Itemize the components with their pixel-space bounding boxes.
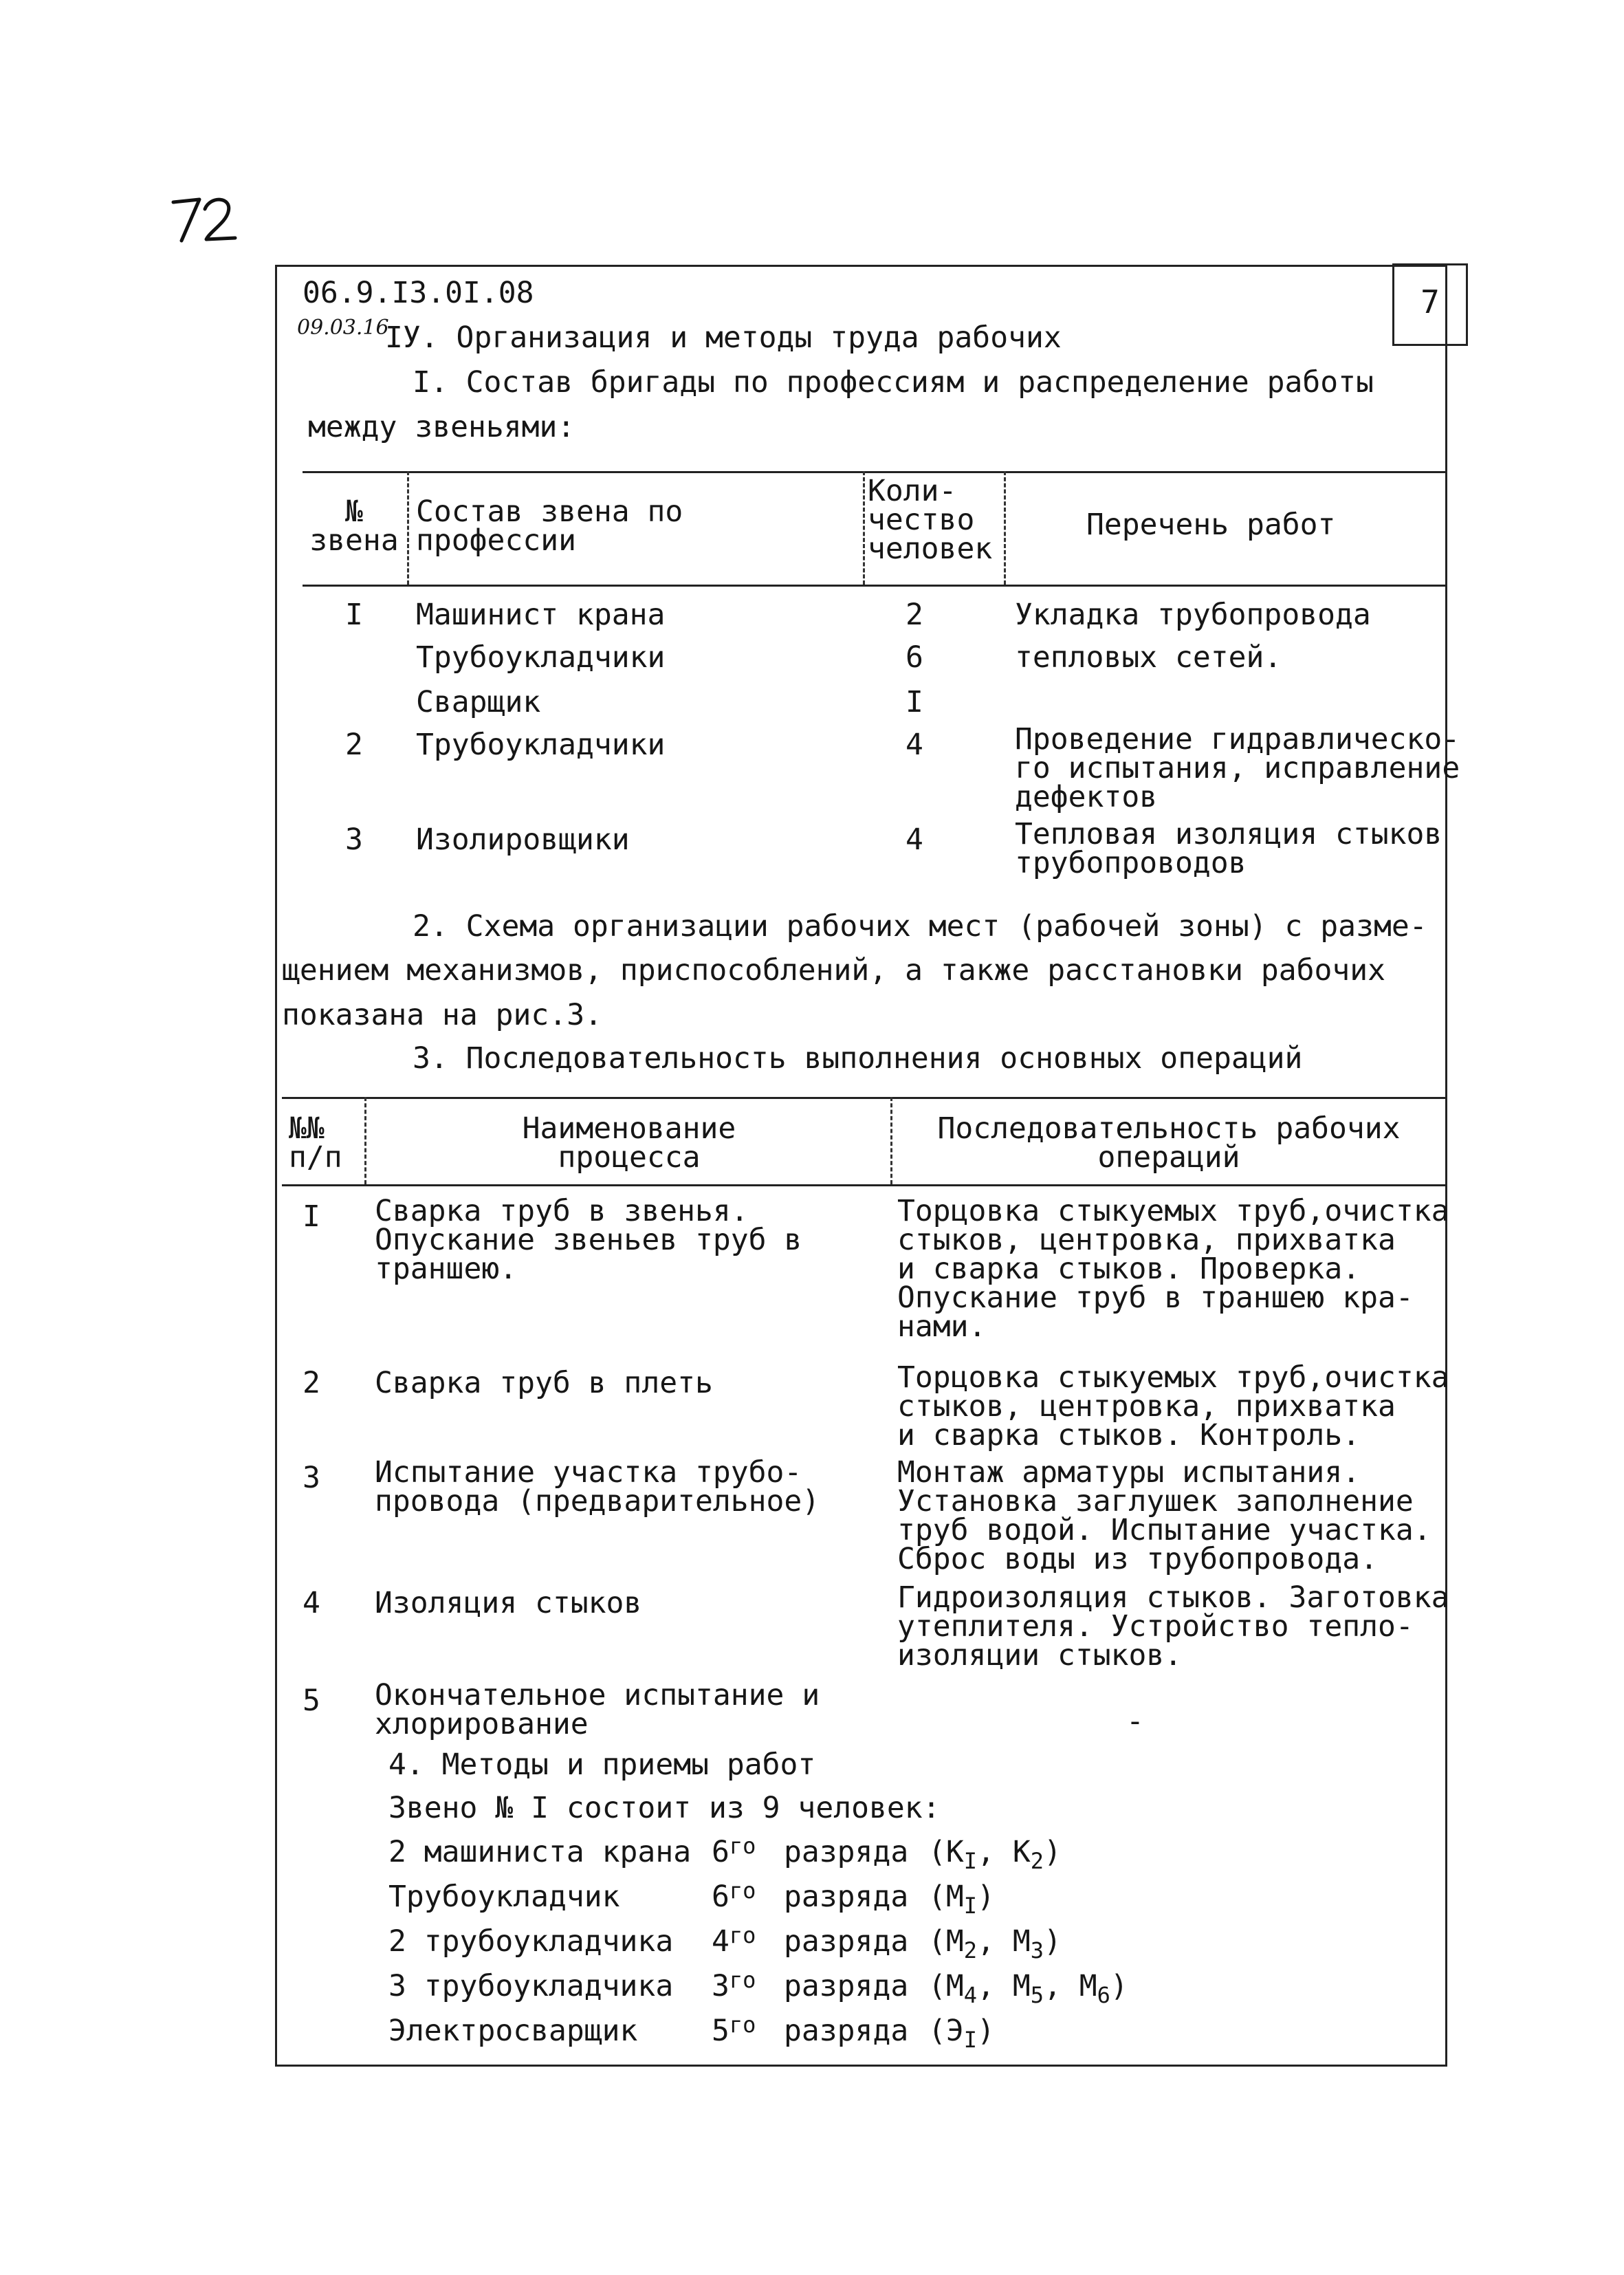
crew-grade-word: разряда [784,1880,909,1914]
grade-number: 4 [712,1924,729,1959]
id-sep: , М [1043,1969,1097,2003]
section-title: IУ. Организация и методы труда рабочих [385,320,1062,355]
table2-cell-process: Сварка труб в плеть [375,1366,713,1400]
table1-cell-work: Проведение гидравлическо- го испытания, исправление дефектов [1015,722,1460,814]
table2-cell-process: Испытание участка трубо- провода (предварительное) [375,1455,820,1519]
table2-cell-num: I [303,1199,320,1234]
id-sep: , М [977,1924,1031,1959]
id-sub: 5 [1030,1982,1044,2008]
table2-cell-ops: Торцовка стыкуемых труб,очистка стыков, центровка, прихватка и сварка стыков. Контроль. [897,1360,1449,1452]
crew-grade-word: разряда [784,1969,909,2003]
table1-cell-work: Тепловая изоляция стыков трубопроводов [1015,817,1442,880]
id-sub: 4 [963,1982,978,2008]
table1-cell-role: Машинист крана [416,598,666,632]
grade-number: 5 [712,2014,729,2048]
table1-cell-work: тепловых сетей. [1015,640,1282,675]
id-sub: 3 [1030,1937,1044,1963]
table2-col-divider [364,1097,366,1184]
table2-header-rule [282,1184,1447,1186]
crew-grade-word: разряда [784,2014,909,2048]
table1-cell-count: 4 [906,823,923,857]
table1-col-divider [407,471,409,585]
id-sub: I [963,1848,978,1874]
table2-cell-num: 5 [303,1684,320,1718]
crew-ids [928,2016,995,2051]
table1-cell-num: 3 [345,823,363,857]
crew-role: Трубоукладчик [388,1880,620,1914]
table1-header-work: Перечень работ [1086,508,1336,542]
item3-heading: 3. Последовательность выполнения основных операций [413,1041,1303,1076]
crew-grade-word: разряда [784,1924,909,1959]
crew-role: 2 трубоукладчика [388,1924,674,1959]
id-sub: I [963,1893,978,1919]
table2-cell-ops: Монтаж арматуры испытания. Установка заглушек заполнение труб водой. Испытание участка. Сброс воды из трубопровода. [897,1455,1431,1576]
table2-cell-process: Сварка труб в звенья. Опускание звеньев труб в траншею. [375,1194,802,1286]
table2-cell-process: Изоляция стыков [375,1586,642,1620]
grade-suffix: го [729,1833,756,1859]
id-sub: 2 [1030,1848,1044,1874]
item2-line: 2. Схема организации рабочих мест (рабочей зоны) с разме- [413,909,1427,944]
id-sub: I [963,2027,978,2053]
crew-role: Электросварщик [388,2014,638,2048]
crew-ids [928,1924,1062,1963]
id-sep: , К [977,1835,1031,1869]
table1-col-divider [1004,471,1006,585]
table2-cell-ops: Торцовка стыкуемых труб,очистка стыков, центровка, прихватка и сварка стыков. Проверка. Опускание труб в траншею кра- нами. [897,1194,1449,1344]
table2-cell-process: Окончательное испытание и хлорирование [375,1678,820,1741]
table1-cell-count: I [906,685,923,719]
id-sub: 6 [1097,1982,1110,2008]
item1-heading-line1: I. Состав бригады по профессиям и распределение работы [413,365,1374,400]
grade-number: 3 [712,1969,729,2003]
table1-cell-role: Сварщик [416,685,541,719]
grade-suffix: го [729,1967,756,1993]
sheet-number-box [1392,263,1468,346]
item2-line: показана на рис.3. [282,998,602,1032]
table1-cell-role: Изолировщики [416,823,630,857]
id-close: ) [977,2014,995,2048]
id-open: (М [928,1924,964,1959]
grade-suffix: го [729,2012,756,2038]
table1-cell-role: Трубоукладчики [416,728,666,762]
sheet-number: 7 [1420,283,1440,320]
table1-cell-count: 2 [906,598,923,632]
item1-heading-line2: между звеньями: [308,410,575,444]
table1-col-divider [863,471,865,585]
id-close: ) [1043,1835,1062,1869]
crew-grade [712,1922,756,1959]
crew-grade [712,1833,756,1869]
table2-cell-ops: Гидроизоляция стыков. Заготовка утеплителя. Устройство тепло- изоляции стыков. [897,1580,1449,1673]
table2-header-process: Наименование процесса [522,1111,736,1175]
crew-role: 2 машиниста крана [388,1835,692,1869]
table2-header-ops: Последовательность рабочих операций [937,1111,1401,1175]
table1-header-num: № звена [309,494,399,558]
table2-top-rule [282,1097,1447,1099]
table1-cell-work: Укладка трубопровода [1015,598,1371,632]
grade-suffix: го [729,1922,756,1948]
handwritten-date: 09.03.16 [297,316,389,340]
grade-number: 6 [712,1835,729,1869]
id-close: ) [1110,1969,1128,2003]
crew-ids [928,1969,1128,2008]
id-open: (К [928,1835,964,1869]
id-open: (Э [928,2014,964,2048]
crew-ids [928,1835,1062,1874]
table1-cell-num: I [345,598,363,632]
id-open: (М [928,1969,964,2003]
id-sub: 2 [963,1937,978,1963]
table2-cell-num: 4 [303,1586,320,1620]
table1-cell-count: 4 [906,728,923,762]
id-close: ) [1043,1924,1062,1959]
table1-header-role: Состав звена по профессии [416,494,683,558]
table1-cell-num: 2 [345,728,363,762]
item2-line: щением механизмов, приспособлений, а также расстановки рабочих [282,953,1386,988]
table1-cell-count: 6 [906,640,923,675]
id-close: ) [977,1880,995,1914]
table2-cell-num: 3 [303,1461,320,1495]
crew-grade-word: разряда [784,1835,909,1869]
crew-grade [712,1877,756,1914]
table1-header-count: Коли- чество человек [868,474,993,566]
table1-header-rule [303,585,1447,587]
table1-cell-role: Трубоукладчики [416,640,666,675]
id-sep: , М [977,1969,1031,2003]
page-number [169,193,245,248]
table1-top-rule [303,471,1447,473]
table2-header-num: №№ п/п [289,1111,342,1175]
table2-col-divider [890,1097,892,1184]
table2-cell-ops-dash: - [1126,1704,1144,1739]
handwritten-page-number-drawing [169,193,245,248]
grade-number: 6 [712,1880,729,1914]
crew-grade [712,1967,756,2003]
crew-intro: Звено № I состоит из 9 человек: [388,1791,941,1825]
crew-grade [712,2012,756,2048]
id-open: (М [928,1880,964,1914]
crew-ids [928,1882,995,1917]
grade-suffix: го [729,1877,756,1904]
item4-heading: 4. Методы и приемы работ [388,1748,816,1782]
document-code: 06.9.I3.0I.08 [303,276,534,310]
table2-cell-num: 2 [303,1366,320,1400]
crew-role: 3 трубоукладчика [388,1969,674,2003]
